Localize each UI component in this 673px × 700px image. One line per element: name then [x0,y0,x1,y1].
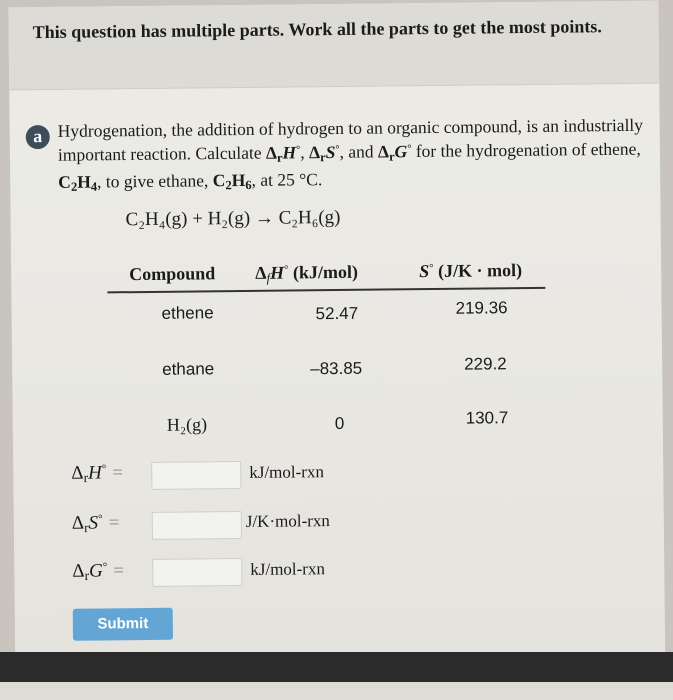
row-ethene-compound: ethene [161,303,214,323]
row-ethene-entropy: 219.36 [455,298,508,318]
dg-label: $\Delta_rG^\circ$ = [72,560,125,584]
dh-label: $\Delta_rH^\circ$ = [71,462,124,486]
dh-unit: kJ/mol-rxn [249,462,324,482]
ds-label: $\Delta_rS^\circ$ = [71,512,120,536]
row-ethene-enthalpy: 52.47 [315,303,359,324]
reaction-arrow: → [254,207,274,229]
question-ds-symbol: Δ [308,141,321,163]
question-tail: , at 25 °C. [251,169,323,190]
dg-unit: kJ/mol-rxn [250,559,325,579]
table-rule [107,287,545,293]
question-dh-symbol: Δ [265,142,278,163]
row-h2-entropy: 130.7 [465,408,509,428]
question-dg-symbol: Δ [377,141,390,162]
row-ethane-enthalpy: –83.85 [310,358,363,379]
ds-input[interactable] [152,511,242,540]
dg-input[interactable] [152,558,242,587]
row-h2-enthalpy: 0 [334,413,345,434]
question-text: Hydrogenation, the addition of hydrogen to an organic compound, is an industrially important reaction. Calculate $\Delta_rH^\circ$, $\Delta_rS^\circ$, and $\Delta_rG^\circ$ for the hydrogenation of ethene, $C_2H_4$, to give ethane, $C_2H_6$, at 25 °C. [57,114,644,194]
row-h2-compound: H₂(g) [166,414,208,435]
footer-strip [0,682,673,700]
instructions-banner [8,1,659,91]
row-ethane-entropy: 229.2 [464,354,507,374]
dh-input[interactable] [151,461,241,490]
row-ethane-compound: ethane [162,359,215,379]
submit-button[interactable]: Submit [73,608,173,641]
reaction-products: C₂H₆(g) [278,206,341,229]
header-entropy-unit: (J/K · mol) [437,260,523,281]
question-mid: for the hydrogenation of ethene, [415,138,641,161]
instructions-text: This question has multiple parts. Work all the parts to get the most points. [32,16,602,43]
header-compound: Compound [129,263,216,285]
header-entropy: S° (J/K · mol) [419,260,523,282]
reaction-reactants: C₂H₄(g) + H₂(g) [125,207,251,231]
ds-unit: J/K·mol-rxn [245,511,330,531]
question-lead: Hydrogenation, the addition of hydrogen to an organic compound, is an industrially important reaction. Calculate [57,114,644,165]
header-enthalpy-unit: (kJ/mol) [292,261,359,283]
question-to-ethane: , to give ethane, [96,170,213,192]
part-a-badge: a [26,125,50,149]
reaction-equation [126,207,341,231]
header-enthalpy: $\Delta_fH^\circ$ (kJ/mol) [255,261,359,285]
question-card [8,1,665,700]
